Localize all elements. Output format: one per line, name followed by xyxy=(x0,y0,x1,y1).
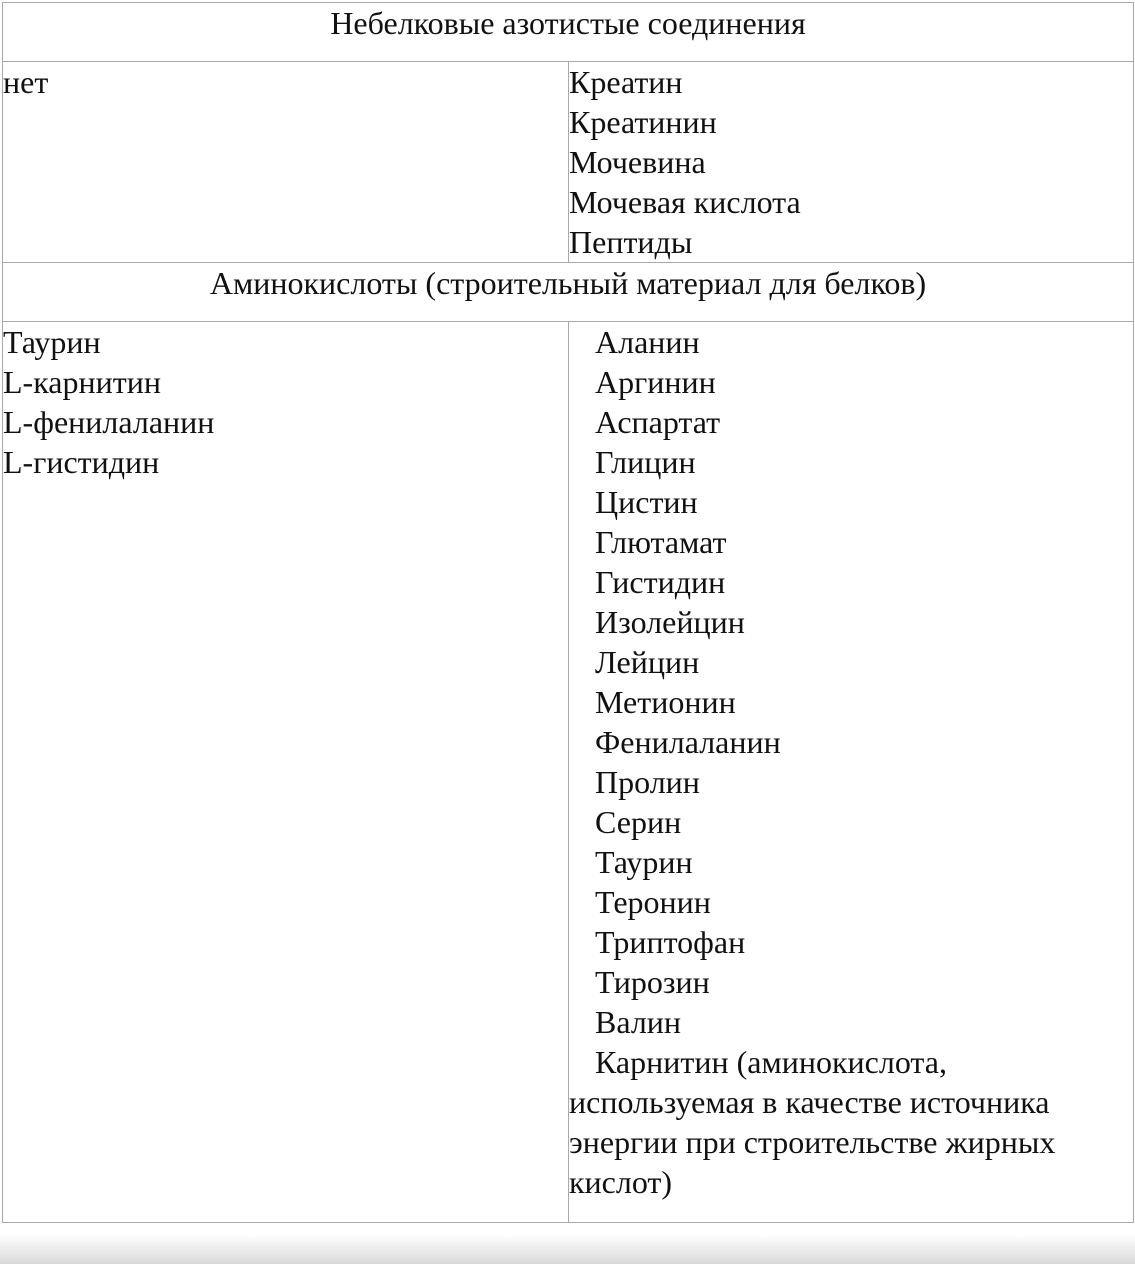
list-item: Глютамат xyxy=(595,524,727,560)
list-item: Аргинин xyxy=(595,364,716,400)
table-row xyxy=(3,62,1134,263)
list-item: Тирозин xyxy=(595,964,710,1000)
list-item: Изолейцин xyxy=(595,604,745,640)
left-cell-amino-acids xyxy=(3,322,569,1223)
list-item: Мочевина xyxy=(569,144,706,180)
list-item: Креатинин xyxy=(569,104,717,140)
list-item: Метионин xyxy=(595,684,736,720)
compound-table xyxy=(2,2,1134,1223)
list-item: L-гистидин xyxy=(3,444,160,480)
section-header-text: Небелковые азотистые соединения xyxy=(330,5,806,41)
list-item: Серин xyxy=(595,804,682,840)
list-item: L-карнитин xyxy=(3,364,161,400)
list-item: Аланин xyxy=(595,324,700,360)
bottom-fade-shadow xyxy=(0,1234,1135,1264)
list-item: Лейцин xyxy=(595,644,700,680)
right-cell-nonprotein xyxy=(569,62,1134,263)
list-item: Гистидин xyxy=(595,564,726,600)
list-item: Пролин xyxy=(595,764,700,800)
list-item: Теронин xyxy=(595,884,711,920)
list-item: Креатин xyxy=(569,64,683,100)
list-item: Таурин xyxy=(3,324,101,360)
list-item: Цистин xyxy=(595,484,698,520)
list-item: Пептиды xyxy=(569,224,693,260)
section-header-nonprotein-nitrogen xyxy=(3,3,1134,62)
list-item: Аспартат xyxy=(595,404,721,440)
list-item: Таурин xyxy=(595,844,693,880)
list-item: Мочевая кислота xyxy=(569,184,801,220)
section-header-row xyxy=(3,3,1134,62)
left-cell-nonprotein xyxy=(3,62,569,263)
section-header-amino-acids xyxy=(3,263,1134,322)
list-item: Триптофан xyxy=(595,924,746,960)
carnitine-note: Карнитин (аминокислота, используемая в качестве источника энергии при строительстве жирных кислот) xyxy=(569,1044,1056,1200)
list-item: Фенилаланин xyxy=(595,724,781,760)
section-header-text: Аминокислоты (строительный материал для белков) xyxy=(209,265,927,301)
section-header-row xyxy=(3,263,1134,322)
table-row xyxy=(3,322,1134,1223)
right-cell-amino-acids xyxy=(569,322,1134,1223)
list-item: Валин xyxy=(595,1004,682,1040)
list-item: нет xyxy=(3,64,49,100)
list-item: Глицин xyxy=(595,444,696,480)
list-item: L-фенилаланин xyxy=(3,404,215,440)
